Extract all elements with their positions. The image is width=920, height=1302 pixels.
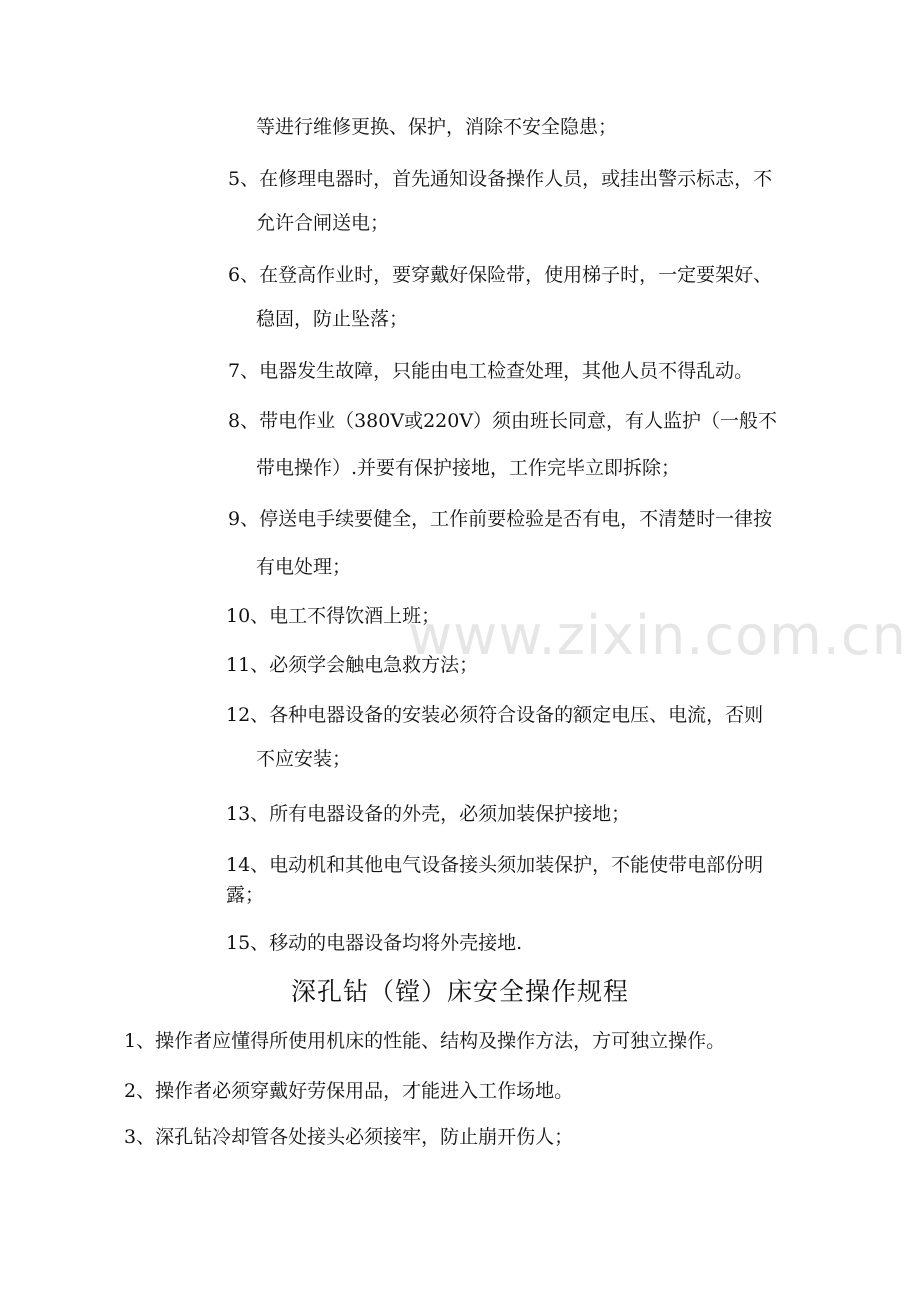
procedure-item-1: 1、操作者应懂得所使用机床的性能、结构及操作方法，方可独立操作。 xyxy=(124,1030,726,1052)
section-title: 深孔钻（镗）床安全操作规程 xyxy=(290,977,629,1006)
rule-item-11: 11、必须学会触电急救方法； xyxy=(226,654,479,676)
rule-item-15: 15、移动的电器设备均将外壳接地. xyxy=(226,932,523,954)
rule-item-9: 9、停送电手续要健全，工作前要检验是否有电，不清楚时一律按 xyxy=(228,508,773,530)
watermark: www.zixin.com.cn xyxy=(408,604,907,667)
rule-item-5: 5、在修理电器时，首先通知设备操作人员，或挂出警示标志，不 xyxy=(228,168,773,190)
procedure-item-2: 2、操作者必须穿戴好劳保用品，才能进入工作场地。 xyxy=(124,1080,574,1102)
rule-item-14-continuation: 露； xyxy=(226,884,265,906)
rule-item-6-continuation: 稳固，防止坠落； xyxy=(256,308,409,330)
rule-item-5-continuation: 允许合闸送电； xyxy=(256,212,390,234)
text-line-continuation: 等进行维修更换、保护，消除不安全隐患； xyxy=(256,116,618,138)
rule-item-8: 8、带电作业（380V或220V）须由班长同意，有人监护（一般不 xyxy=(228,410,778,432)
rule-item-9-continuation: 有电处理； xyxy=(256,556,352,578)
rule-item-7: 7、电器发生故障，只能由电工检查处理，其他人员不得乱动。 xyxy=(228,360,754,382)
rule-item-13: 13、所有电器设备的外壳，必须加装保护接地； xyxy=(226,803,631,825)
rule-item-6: 6、在登高作业时，要穿戴好保险带，使用梯子时，一定要架好、 xyxy=(228,264,773,286)
rule-item-12-continuation: 不应安装； xyxy=(256,748,352,770)
rule-item-14: 14、电动机和其他电气设备接头须加装保护，不能使带电部份明 xyxy=(226,854,764,876)
procedure-item-3: 3、深孔钻冷却管各处接头必须接牢，防止崩开伤人； xyxy=(124,1126,574,1148)
rule-item-10: 10、电工不得饮酒上班； xyxy=(226,605,441,627)
rule-item-8-continuation: 带电操作）.并要有保护接地，工作完毕立即拆除； xyxy=(256,457,681,479)
rule-item-12: 12、各种电器设备的安装必须符合设备的额定电压、电流，否则 xyxy=(226,704,764,726)
